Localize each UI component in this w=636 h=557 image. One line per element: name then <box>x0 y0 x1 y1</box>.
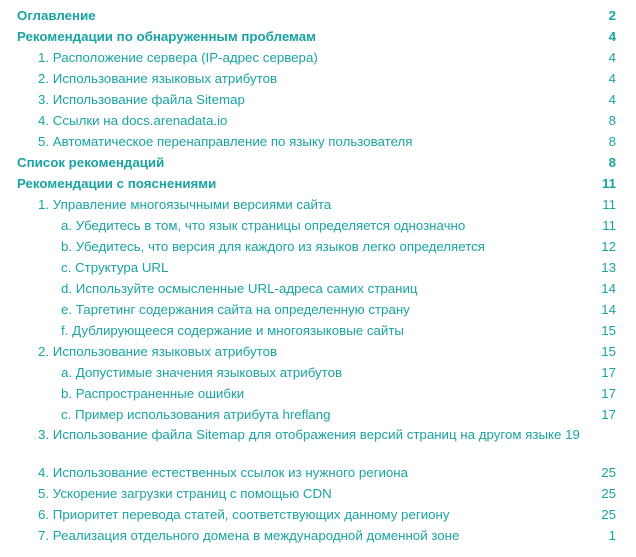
toc-entry-title[interactable]: Рекомендации с пояснениями <box>17 176 217 191</box>
toc-entry-title[interactable]: e. Таргетинг содержания сайта на определенную страну <box>61 302 410 317</box>
toc-entry-page[interactable]: 11 <box>602 197 616 212</box>
toc-entry-title[interactable]: a. Допустимые значения языковых атрибутов <box>61 365 343 380</box>
toc-entry-page[interactable]: 4 <box>608 29 616 44</box>
toc-entry-title[interactable]: 2. Использование языковых атрибутов <box>38 71 278 86</box>
toc-entry-page[interactable]: 25 <box>601 486 616 501</box>
toc-entry-page[interactable]: 15 <box>601 323 616 338</box>
toc-entry-title[interactable]: Оглавление <box>17 8 96 23</box>
toc-entry-page[interactable]: 8 <box>608 155 616 170</box>
toc-entry-title[interactable]: c. Пример использования атрибута hreflang <box>61 407 331 422</box>
toc-entry-page[interactable]: 2 <box>608 8 616 23</box>
toc-entry-page[interactable]: 4 <box>608 71 616 86</box>
toc-entry-page[interactable]: 14 <box>601 302 616 317</box>
toc-entry-title[interactable]: 4. Использование естественных ссылок из нужного региона <box>38 465 409 480</box>
toc-entry-page[interactable]: 25 <box>601 507 616 522</box>
toc-entry-page[interactable]: 13 <box>601 260 616 275</box>
toc-entry-title[interactable]: 3. Использование файла Sitemap <box>38 92 245 107</box>
toc-entry-title[interactable]: 2. Использование языковых атрибутов <box>38 344 278 359</box>
toc-entry-page[interactable]: 17 <box>601 365 616 380</box>
toc-entry-page[interactable]: 8 <box>608 113 616 128</box>
toc-entry-title[interactable]: 4. Ссылки на docs.arenadata.io <box>38 113 228 128</box>
toc-entry-title[interactable]: 3. Использование файла Sitemap для отображения версий страниц на другом языке 19 <box>38 427 580 442</box>
toc-entry-page[interactable]: 12 <box>601 239 616 254</box>
toc-entry-title[interactable]: 6. Приоритет перевода статей, соответствующих данному региону <box>38 507 450 522</box>
toc-entry-page[interactable]: 4 <box>608 92 616 107</box>
toc-entry-title[interactable]: f. Дублирующееся содержание и многоязыковые сайты <box>61 323 404 338</box>
toc-entry-title[interactable]: 5. Автоматическое перенаправление по языку пользователя <box>38 134 413 149</box>
toc-entry-title[interactable]: c. Структура URL <box>61 260 169 275</box>
toc-entry-title[interactable]: 7. Реализация отдельного домена в международной доменной зоне <box>38 528 460 543</box>
toc-entry-title[interactable]: 1. Расположение сервера (IP-адрес сервера) <box>38 50 318 65</box>
toc-entry-title[interactable]: d. Используйте осмысленные URL-адреса самих страниц <box>61 281 418 296</box>
toc-entry-page[interactable]: 25 <box>601 465 616 480</box>
toc-entry-page[interactable]: 17 <box>601 386 616 401</box>
toc-entry-page[interactable]: 11 <box>601 176 616 191</box>
toc-entry-title[interactable]: 1. Управление многоязычными версиями сайта <box>38 197 332 212</box>
toc-entry-page[interactable]: 17 <box>601 407 616 422</box>
toc-entry-page[interactable]: 4 <box>608 50 616 65</box>
toc-entry-title[interactable]: b. Убедитесь, что версия для каждого из языков легко определяется <box>61 239 486 254</box>
toc-entry-title[interactable]: 5. Ускорение загрузки страниц с помощью CDN <box>38 486 332 501</box>
toc-entry-page[interactable]: 8 <box>608 134 616 149</box>
toc-entry-page[interactable]: 15 <box>601 344 616 359</box>
toc-entry-page[interactable]: 1 <box>608 528 616 543</box>
toc-entry-page[interactable]: 14 <box>601 281 616 296</box>
toc-entry-title[interactable]: a. Убедитесь в том, что язык страницы определяется однозначно <box>61 218 466 233</box>
toc-entry-title[interactable]: Список рекомендаций <box>17 155 165 170</box>
toc-entry-page[interactable]: 11 <box>602 218 616 233</box>
toc-entry-title[interactable]: b. Распространенные ошибки <box>61 386 245 401</box>
toc-entry-title[interactable]: Рекомендации по обнаруженным проблемам <box>17 29 316 44</box>
